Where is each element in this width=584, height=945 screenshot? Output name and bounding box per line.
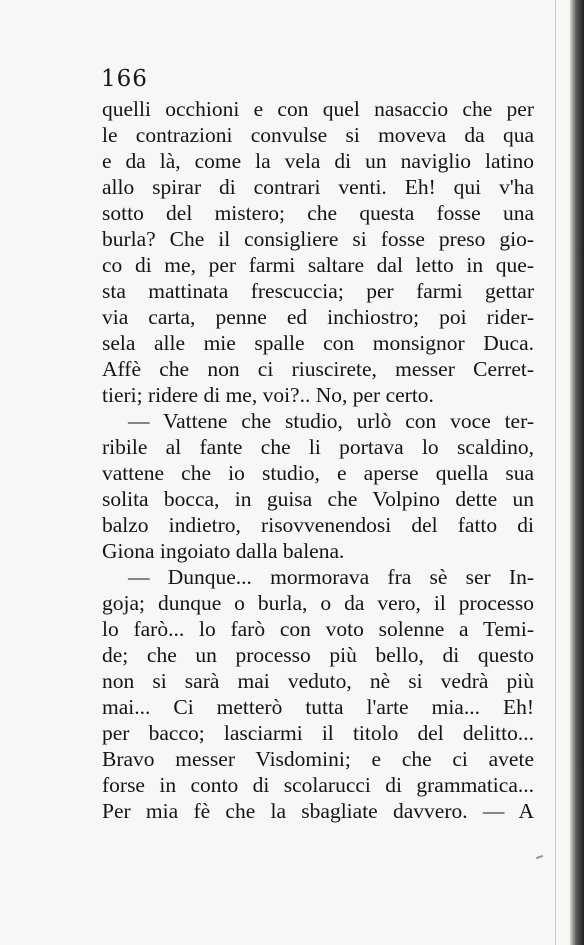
text-line: vattene che io studio, e aperse quella sua (102, 461, 534, 485)
text-line: mai... Ci metterò tutta l'arte mia... Eh! (102, 695, 534, 719)
text-line: sotto del mistero; che questa fosse una (102, 201, 534, 225)
text-line: forse in conto di scolarucci di grammatica... (102, 773, 534, 797)
text-line: solita bocca, in guisa che Volpino dette un (102, 487, 534, 511)
page-edge-line (555, 0, 556, 945)
text-line: balzo indietro, risovvenendosi del fatto di (102, 513, 534, 537)
text-line: Affè che non ci riuscirete, messer Cerret- (102, 357, 534, 381)
text-line: via carta, penne ed inchiostro; poi rider- (102, 305, 534, 329)
text-line: allo spirar di contrari venti. Eh! qui v'ha (102, 175, 534, 199)
text-line: quelli occhioni e con quel nasaccio che per (102, 97, 534, 121)
text-line: per bacco; lasciarmi il titolo del delitto... (102, 721, 534, 745)
text-line: lo farò... lo farò con voto solenne a Temi- (102, 617, 534, 641)
page-number: 166 (101, 66, 148, 92)
text-line: e da là, come la vela di un naviglio latino (102, 149, 534, 173)
text-line: Giona ingoiato dalla balena. (102, 539, 345, 563)
text-line: sta mattinata frescuccia; per farmi gettar (102, 279, 534, 303)
ink-smudge (536, 855, 543, 859)
text-line: sela alle mie spalle con monsignor Duca. (102, 331, 534, 355)
text-line: — Vattene che studio, urlò con voce ter- (128, 409, 534, 433)
text-line: de; che un processo più bello, di questo (102, 643, 534, 667)
text-line: non si sarà mai veduto, nè si vedrà più (102, 669, 534, 693)
text-line: le contrazioni convulse si moveva da qua (102, 123, 534, 147)
page-edge-shadow (570, 0, 584, 945)
text-line: goja; dunque o burla, o da vero, il processo (102, 591, 534, 615)
text-line: co di me, per farmi saltare dal letto in que- (102, 253, 534, 277)
text-line: Bravo messer Visdomini; e che ci avete (102, 747, 534, 771)
text-line: ribile al fante che li portava lo scaldino, (102, 435, 534, 459)
text-line: burla? Che il consigliere si fosse preso gio- (102, 227, 534, 251)
text-line: — Dunque... mormorava fra sè ser In- (128, 565, 534, 589)
text-line: tieri; ridere di me, voi?.. No, per certo. (102, 383, 434, 407)
body-text (102, 96, 534, 824)
text-line: Per mia fè che la sbagliate davvero. — A (102, 799, 534, 823)
